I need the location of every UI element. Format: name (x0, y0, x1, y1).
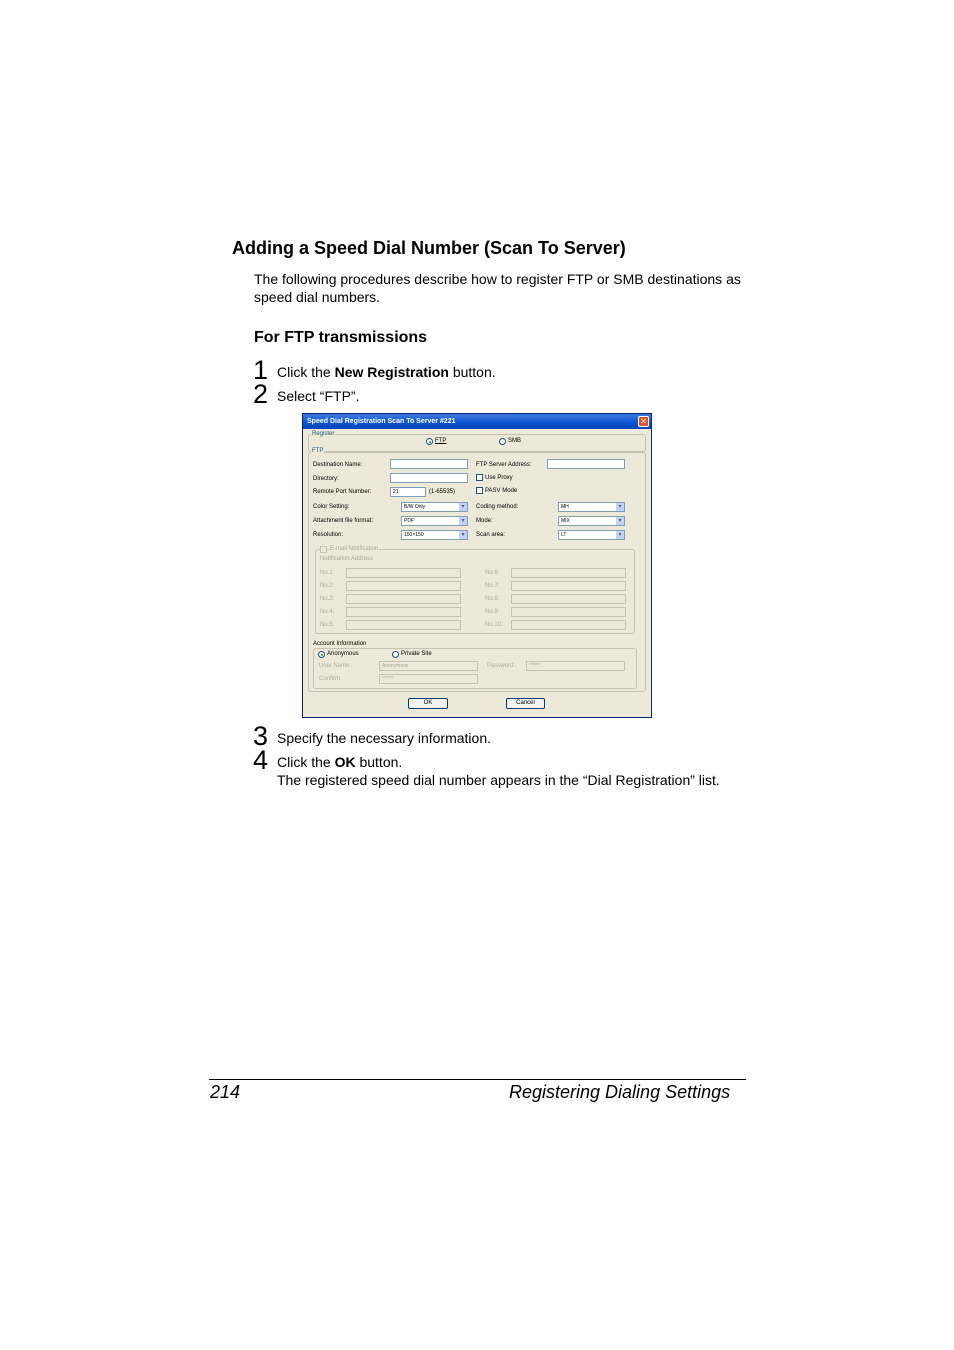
private-site-label: Private Site (401, 651, 432, 657)
email-notification-label: E-mail Notification (330, 546, 379, 552)
sub-heading: For FTP transmissions (254, 329, 428, 346)
chevron-down-icon: ▾ (459, 503, 467, 511)
private-site-radio[interactable] (392, 651, 399, 658)
chevron-down-icon: ▾ (459, 531, 467, 539)
no10-label: No.10: (485, 622, 503, 628)
ok-button[interactable]: OK (408, 698, 448, 709)
section-heading: Adding a Speed Dial Number (Scan To Server) (232, 238, 626, 258)
no1-input[interactable] (346, 568, 461, 578)
scan-area-select[interactable]: LT ▾ (558, 530, 625, 540)
account-info-label: Account Information (313, 641, 367, 647)
chevron-down-icon: ▾ (616, 503, 624, 511)
ftp-server-address-label: FTP Server Address: (476, 462, 532, 468)
anonymous-radio[interactable] (318, 651, 325, 658)
confirm-label: Confirm: (319, 676, 342, 682)
mode-label: Mode: (476, 518, 493, 524)
smb-radio-label: SMB (508, 438, 522, 444)
no2-input[interactable] (346, 581, 461, 591)
step-2-number: 2 (253, 379, 269, 409)
footer-rule (209, 1079, 746, 1080)
no5-input[interactable] (346, 620, 461, 630)
resolution-select[interactable]: 150×150 ▾ (401, 530, 468, 540)
directory-label: Directory: (313, 476, 339, 482)
no5-label: No.5: (320, 622, 335, 628)
ftp-group-label: FTP (312, 448, 324, 454)
close-icon[interactable]: ✕ (638, 416, 649, 427)
confirm-input[interactable]: ****** (379, 674, 478, 684)
no8-label: No.8: (485, 596, 500, 602)
directory-input[interactable] (390, 473, 468, 483)
speed-dial-registration-dialog (302, 413, 652, 718)
no3-label: No.3: (320, 596, 335, 602)
no7-input[interactable] (511, 581, 626, 591)
step-1-number: 1 (253, 355, 269, 385)
dialog-title: Speed Dial Registration Scan To Server #221 (307, 418, 456, 425)
user-name-label: User Name: (319, 663, 352, 669)
chevron-down-icon: ▾ (459, 517, 467, 525)
no4-label: No.4: (320, 609, 335, 615)
no4-input[interactable] (346, 607, 461, 617)
resolution-label: Resolution: (313, 532, 344, 538)
ftp-server-address-input[interactable] (547, 459, 625, 469)
coding-method-label: Coding method: (476, 504, 519, 510)
use-proxy-checkbox[interactable] (476, 474, 483, 481)
no9-input[interactable] (511, 607, 626, 617)
smb-radio[interactable] (499, 438, 506, 445)
no6-label: No.6: (485, 570, 500, 576)
anonymous-label: Anonymous (327, 651, 359, 657)
step-2-text: Select “FTP”. (277, 388, 360, 404)
no7-label: No.7: (485, 583, 500, 589)
pasv-mode-label: PASV Mode (485, 488, 518, 494)
no6-input[interactable] (511, 568, 626, 578)
intro-paragraph: The following procedures describe how to register FTP or SMB destinations as speed dial numbers. (254, 271, 741, 305)
destination-name-label: Destination Name: (313, 462, 363, 468)
color-setting-select[interactable]: B/W Only ▾ (401, 502, 468, 512)
step-3-number: 3 (253, 721, 269, 751)
no3-input[interactable] (346, 594, 461, 604)
ok-label: OK (334, 754, 356, 770)
cancel-button[interactable]: Cancel (506, 698, 545, 709)
step-4-number: 4 (253, 745, 269, 775)
chevron-down-icon: ▾ (616, 531, 624, 539)
chevron-down-icon: ▾ (616, 517, 624, 525)
no10-input[interactable] (511, 620, 626, 630)
color-setting-label: Color Setting: (313, 504, 350, 510)
remote-port-input[interactable]: 21 (390, 487, 426, 497)
register-group (308, 434, 646, 452)
register-group-label: Register (312, 431, 335, 437)
mode-select[interactable]: MIX ▾ (558, 516, 625, 526)
new-registration-label: New Registration (334, 364, 449, 380)
email-notification-checkbox[interactable] (320, 546, 327, 553)
no8-input[interactable] (511, 594, 626, 604)
step-3-text: Specify the necessary information. (277, 730, 491, 746)
ftp-radio[interactable] (426, 438, 433, 445)
attachment-format-label: Attachment file format: (313, 518, 374, 524)
password-label: Password: (487, 663, 516, 669)
no9-label: No.9: (485, 609, 500, 615)
pasv-mode-checkbox[interactable] (476, 487, 483, 494)
no2-label: No.2: (320, 583, 335, 589)
password-input[interactable]: ****** (526, 661, 625, 671)
step-4-note: The registered speed dial number appears in the “Dial Registration” list. (277, 772, 720, 788)
coding-method-select[interactable]: MH ▾ (558, 502, 625, 512)
step-4-text: Click the OK button. (277, 754, 403, 770)
user-name-input[interactable]: Anonymous (379, 661, 478, 671)
destination-name-input[interactable] (390, 459, 468, 469)
scan-area-label: Scan area: (476, 532, 506, 538)
step-1-text: Click the New Registration button. (277, 364, 496, 380)
chapter-title: Registering Dialing Settings (509, 1082, 731, 1102)
no1-label: No.1: (320, 570, 335, 576)
page-number: 214 (210, 1082, 241, 1102)
remote-port-label: Remote Port Number: (313, 489, 372, 495)
ftp-radio-label: FTP (435, 438, 447, 444)
notification-address-label: Notification Address (320, 556, 374, 562)
dialog-titlebar (303, 414, 651, 429)
attachment-format-select[interactable]: PDF ▾ (401, 516, 468, 526)
port-range-hint: (1-65535) (429, 489, 456, 495)
use-proxy-label: Use Proxy (485, 475, 513, 481)
